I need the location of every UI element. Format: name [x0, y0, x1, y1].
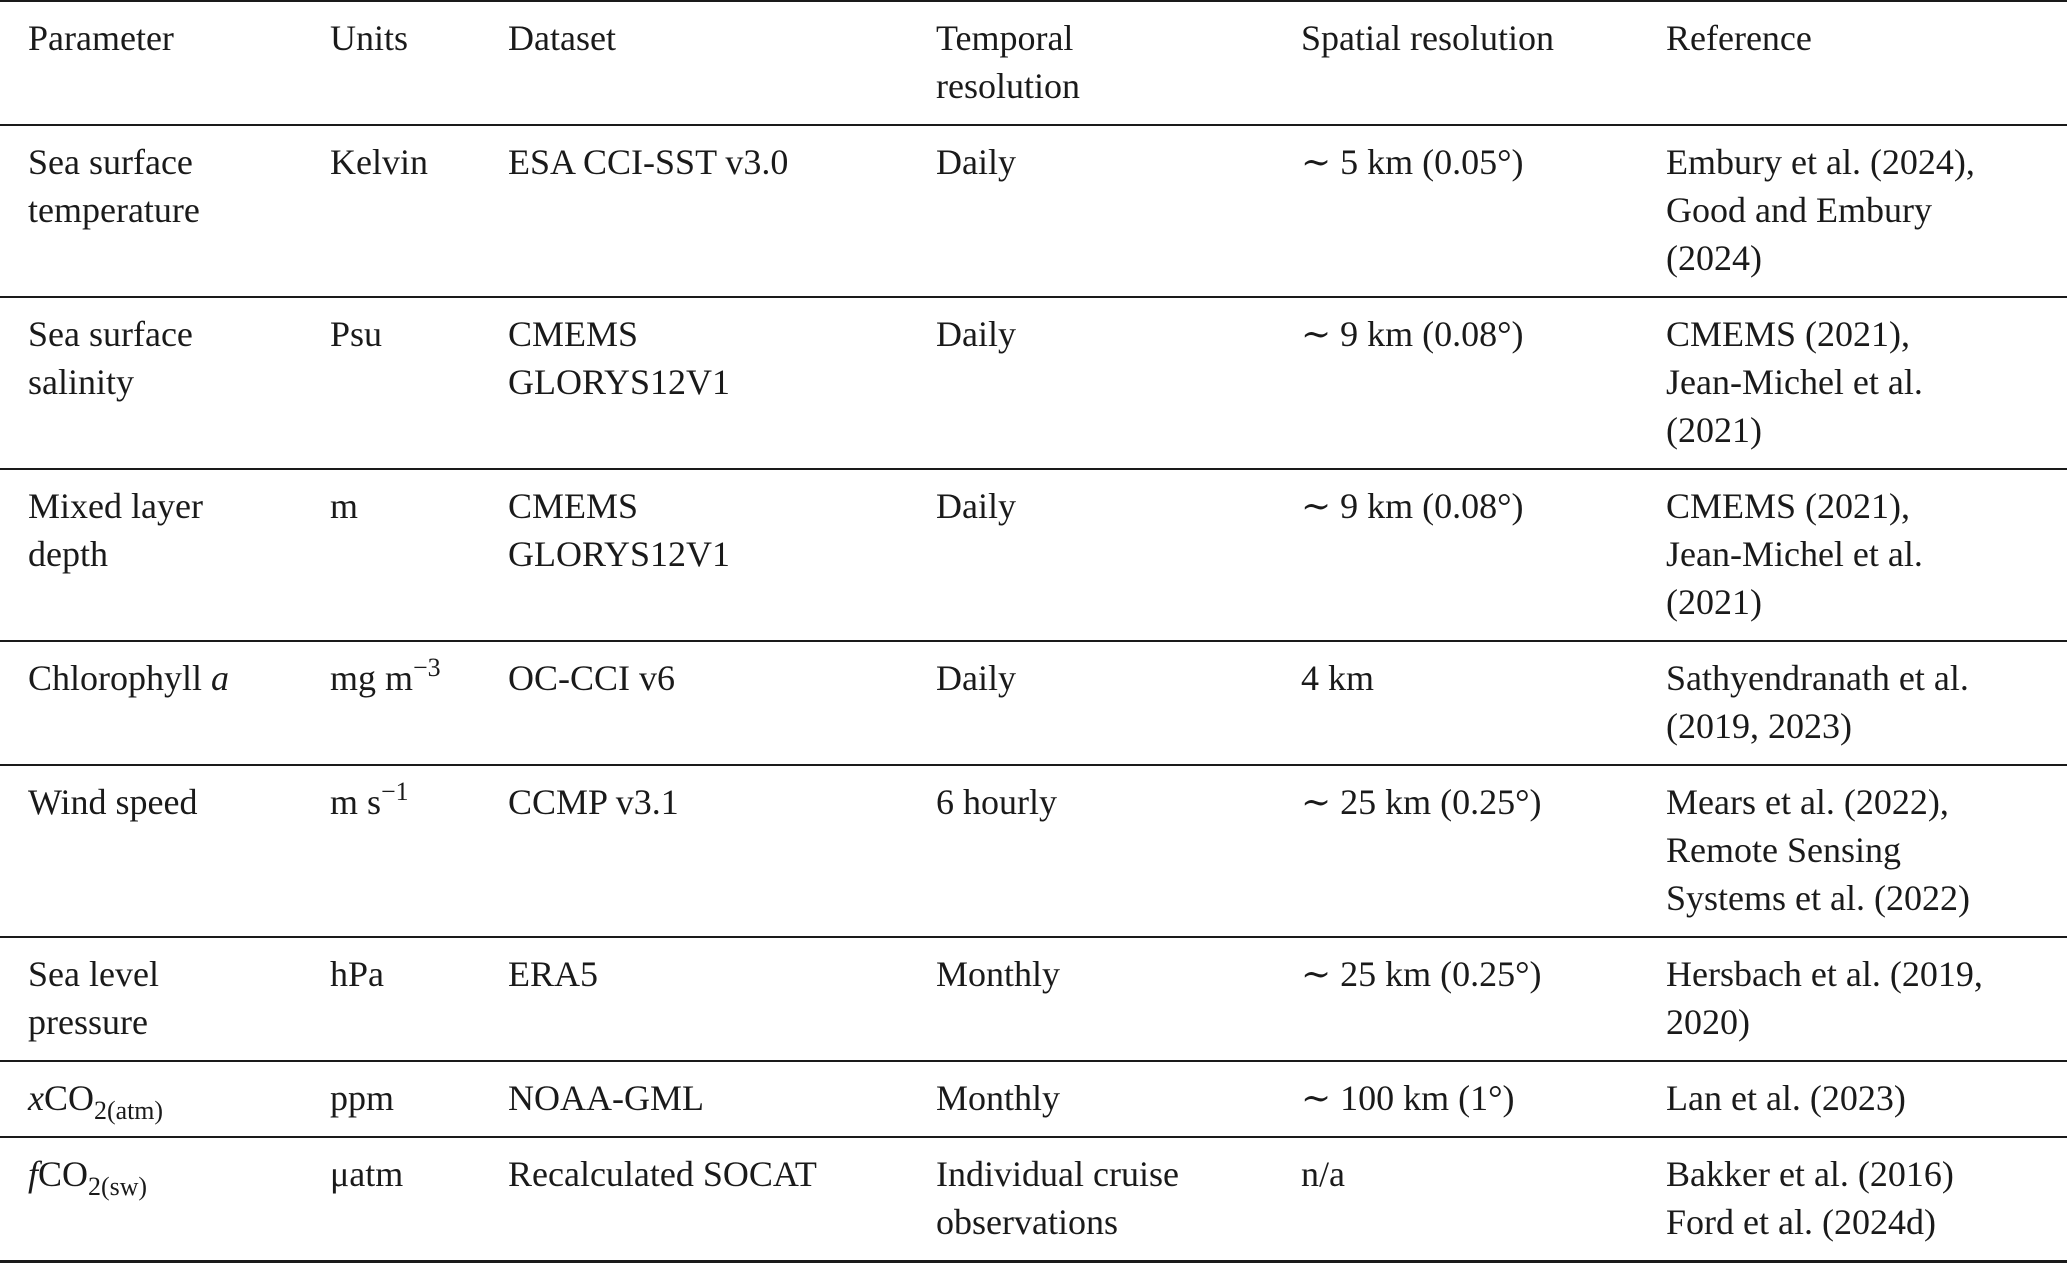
reference-text: (2024) [1666, 238, 1762, 278]
cell-dataset [480, 1061, 908, 1137]
dataset-text: ERA5 [508, 954, 598, 994]
dataset-text: GLORYS12V1 [508, 362, 731, 402]
reference-text: Good and Embury [1666, 190, 1932, 230]
cell-reference [1638, 1137, 2067, 1262]
header-temporal [908, 1, 1273, 125]
spatial-text: ∼ 25 km (0.25°) [1301, 954, 1542, 994]
header-dataset-label: Dataset [508, 18, 616, 58]
parameter-text: depth [28, 534, 108, 574]
cell-temporal [908, 125, 1273, 297]
reference-text: 2020) [1666, 1002, 1750, 1042]
header-parameter-label: Parameter [28, 18, 174, 58]
table-row [0, 1061, 2067, 1137]
parameter-text: salinity [28, 362, 134, 402]
table-row [0, 297, 2067, 469]
cell-parameter [0, 297, 302, 469]
cell-spatial [1273, 1137, 1638, 1262]
reference-text: (2021) [1666, 410, 1762, 450]
cell-parameter [0, 469, 302, 641]
cell-dataset [480, 937, 908, 1061]
cell-parameter [0, 1061, 302, 1137]
cell-units [302, 937, 480, 1061]
units-text: μatm [330, 1154, 404, 1194]
parameter-text: Wind speed [28, 782, 198, 822]
parameter-italic: f [28, 1154, 39, 1194]
parameter-text: CO [38, 1154, 89, 1194]
temporal-text: Daily [936, 314, 1016, 354]
units-text: Kelvin [330, 142, 428, 182]
parameter-text: temperature [28, 190, 200, 230]
cell-spatial [1273, 1061, 1638, 1137]
dataset-text: OC-CCI v6 [508, 658, 676, 698]
spatial-text: n/a [1301, 1154, 1345, 1194]
parameter-subscript: 2(sw) [88, 1172, 148, 1202]
reference-text: Embury et al. (2024), [1666, 142, 1975, 182]
reference-text: (2019, 2023) [1666, 706, 1852, 746]
cell-dataset [480, 297, 908, 469]
cell-spatial [1273, 469, 1638, 641]
cell-parameter [0, 641, 302, 765]
cell-reference [1638, 937, 2067, 1061]
units-exponent: −3 [413, 652, 441, 682]
parameter-text: pressure [28, 1002, 148, 1042]
units-text: hPa [330, 954, 384, 994]
header-row [0, 1, 2067, 125]
header-temporal-line1: Temporal [936, 18, 1074, 58]
spatial-text: ∼ 100 km (1°) [1301, 1078, 1515, 1118]
reference-text: Lan et al. (2023) [1666, 1078, 1906, 1118]
reference-text: Jean-Michel et al. [1666, 534, 1923, 574]
cell-temporal [908, 1061, 1273, 1137]
table-row [0, 641, 2067, 765]
cell-dataset [480, 469, 908, 641]
reference-text: Bakker et al. (2016) [1666, 1154, 1954, 1194]
temporal-text: Individual cruise [936, 1154, 1179, 1194]
cell-units [302, 765, 480, 937]
temporal-text: Daily [936, 142, 1016, 182]
parameter-text: Chlorophyll [28, 658, 212, 698]
cell-temporal [908, 469, 1273, 641]
header-spatial [1273, 1, 1638, 125]
units-text: Psu [330, 314, 383, 354]
table-row [0, 469, 2067, 641]
reference-text: CMEMS (2021), [1666, 314, 1911, 354]
cell-parameter [0, 937, 302, 1061]
header-reference [1638, 1, 2067, 125]
table-header [0, 1, 2067, 125]
reference-text: Jean-Michel et al. [1666, 362, 1923, 402]
spatial-text: ∼ 5 km (0.05°) [1301, 142, 1524, 182]
cell-parameter [0, 125, 302, 297]
reference-text: Ford et al. (2024d) [1666, 1202, 1936, 1242]
reference-text: Remote Sensing [1666, 830, 1901, 870]
cell-dataset [480, 641, 908, 765]
header-spatial-label: Spatial resolution [1301, 18, 1554, 58]
header-units [302, 1, 480, 125]
dataset-text: NOAA-GML [508, 1078, 704, 1118]
cell-dataset [480, 125, 908, 297]
temporal-text: Daily [936, 658, 1016, 698]
units-text: m [330, 486, 359, 526]
units-exponent: −1 [381, 776, 409, 806]
table-row [0, 765, 2067, 937]
cell-units [302, 469, 480, 641]
table-row [0, 1137, 2067, 1262]
cell-dataset [480, 765, 908, 937]
dataset-text: CCMP v3.1 [508, 782, 679, 822]
cell-temporal [908, 937, 1273, 1061]
dataset-text: ESA CCI-SST v3.0 [508, 142, 789, 182]
reference-text: Sathyendranath et al. [1666, 658, 1969, 698]
cell-reference [1638, 765, 2067, 937]
cell-reference [1638, 125, 2067, 297]
spatial-text: 4 km [1301, 658, 1375, 698]
spatial-text: ∼ 9 km (0.08°) [1301, 486, 1524, 526]
table-row [0, 937, 2067, 1061]
cell-parameter [0, 1137, 302, 1262]
temporal-text: 6 hourly [936, 782, 1057, 822]
header-units-label: Units [330, 18, 409, 58]
cell-dataset [480, 1137, 908, 1262]
cell-units [302, 125, 480, 297]
reference-text: (2021) [1666, 582, 1762, 622]
header-temporal-line2: resolution [936, 66, 1080, 106]
cell-reference [1638, 1061, 2067, 1137]
cell-units [302, 1061, 480, 1137]
cell-reference [1638, 641, 2067, 765]
cell-parameter [0, 765, 302, 937]
parameter-text: CO [43, 1078, 94, 1118]
cell-temporal [908, 641, 1273, 765]
dataset-text: Recalculated SOCAT [508, 1154, 817, 1194]
parameter-italic: a [211, 658, 230, 698]
units-text: m s [330, 782, 382, 822]
table-row [0, 125, 2067, 297]
header-reference-label: Reference [1666, 18, 1812, 58]
cell-temporal [908, 297, 1273, 469]
parameter-text: Mixed layer [28, 486, 203, 526]
dataset-text: GLORYS12V1 [508, 534, 731, 574]
units-text: mg m [330, 658, 414, 698]
cell-spatial [1273, 297, 1638, 469]
cell-temporal [908, 765, 1273, 937]
cell-spatial [1273, 937, 1638, 1061]
spatial-text: ∼ 9 km (0.08°) [1301, 314, 1524, 354]
dataset-text: CMEMS [508, 486, 639, 526]
temporal-text: Monthly [936, 1078, 1061, 1118]
cell-temporal [908, 1137, 1273, 1262]
reference-text: Hersbach et al. (2019, [1666, 954, 1983, 994]
cell-reference [1638, 297, 2067, 469]
temporal-text: observations [936, 1202, 1118, 1242]
units-text: ppm [330, 1078, 395, 1118]
temporal-text: Monthly [936, 954, 1061, 994]
dataset-text: CMEMS [508, 314, 639, 354]
header-parameter [0, 1, 302, 125]
cell-spatial [1273, 125, 1638, 297]
parameter-text: Sea surface [28, 142, 193, 182]
parameter-subscript: 2(atm) [94, 1096, 164, 1126]
parameter-text: Sea surface [28, 314, 193, 354]
cell-units [302, 641, 480, 765]
reference-text: CMEMS (2021), [1666, 486, 1911, 526]
cell-spatial [1273, 641, 1638, 765]
table-body [0, 125, 2067, 1262]
temporal-text: Daily [936, 486, 1016, 526]
reference-text: Systems et al. (2022) [1666, 878, 1970, 918]
spatial-text: ∼ 25 km (0.25°) [1301, 782, 1542, 822]
cell-reference [1638, 469, 2067, 641]
cell-units [302, 1137, 480, 1262]
parameter-italic: x [28, 1078, 44, 1118]
cell-spatial [1273, 765, 1638, 937]
cell-units [302, 297, 480, 469]
header-dataset [480, 1, 908, 125]
parameter-text: Sea level [28, 954, 159, 994]
reference-text: Mears et al. (2022), [1666, 782, 1949, 822]
